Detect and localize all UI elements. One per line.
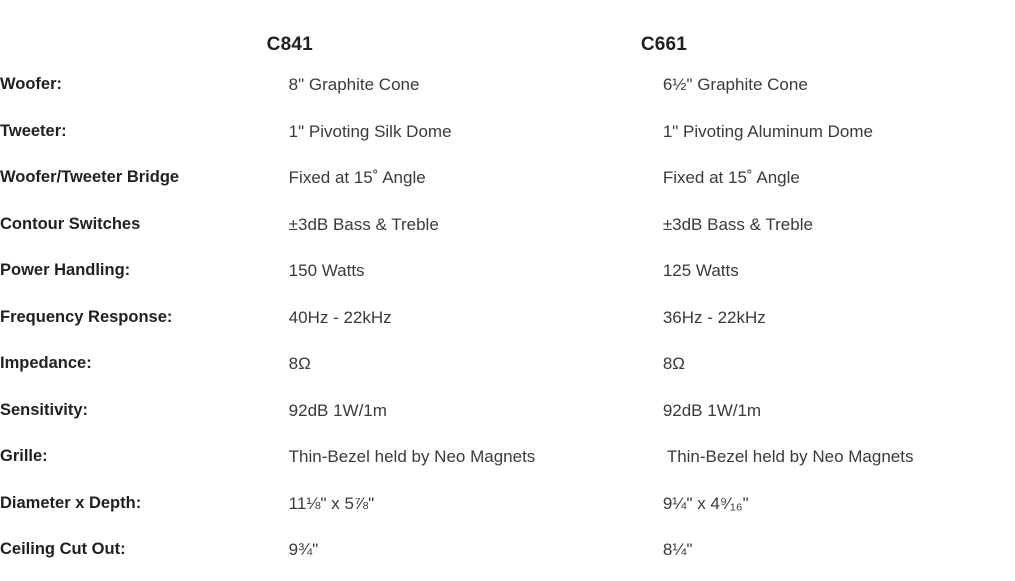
table-row — [0, 481, 1015, 528]
spec-value-c841: Thin-Bezel held by Neo Magnets — [288, 447, 536, 467]
spec-label: Ceiling Cut Out: — [0, 540, 126, 559]
header-model-c841: C841 — [266, 34, 313, 55]
table-header-row — [0, 0, 1015, 62]
header-spec-label — [0, 0, 267, 62]
spec-value-c841: 40Hz - 22kHz — [288, 307, 392, 327]
spec-label: Woofer: — [0, 75, 63, 94]
spec-label: Woofer/Tweeter Bridge — [0, 168, 180, 187]
table-row — [0, 202, 1015, 249]
spec-value-c841: Fixed at 15˚ Angle — [288, 168, 426, 188]
table-row — [0, 155, 1015, 202]
table-row — [0, 62, 1015, 109]
spec-value-c841: 8Ω — [288, 354, 311, 374]
spec-value-c841: 1" Pivoting Silk Dome — [288, 121, 452, 141]
spec-label: Frequency Response: — [0, 307, 173, 326]
table-row — [0, 434, 1015, 481]
spec-value-c841: ±3dB Bass & Treble — [288, 214, 439, 234]
spec-label: Contour Switches — [0, 214, 141, 233]
spec-label: Diameter x Depth: — [0, 493, 142, 512]
spec-value-c661: 125 Watts — [662, 261, 739, 281]
spec-value-c841: 92dB 1W/1m — [288, 400, 387, 420]
spec-value-c841: 9¾" — [288, 540, 319, 560]
table-row — [0, 295, 1015, 342]
spec-value-c841: 150 Watts — [288, 261, 365, 281]
header-model-c661: C661 — [640, 34, 688, 55]
spec-value-c661: Fixed at 15˚ Angle — [662, 168, 800, 188]
table-row — [0, 248, 1015, 295]
spec-value-c661: 36Hz - 22kHz — [662, 307, 766, 327]
spec-value-c661: 9¼" x 4⁹⁄₁₆" — [662, 493, 749, 513]
spec-value-c841: 11⅛" x 5⅞" — [288, 493, 375, 513]
table-row — [0, 341, 1015, 388]
spec-value-c661: ±3dB Bass & Treble — [662, 214, 813, 234]
spec-label: Sensitivity: — [0, 400, 89, 419]
spec-label: Impedance: — [0, 354, 92, 373]
spec-value-c661: 92dB 1W/1m — [662, 400, 762, 420]
spec-value-c841: 8" Graphite Cone — [288, 75, 420, 95]
spec-value-c661: Thin-Bezel held by Neo Magnets — [666, 447, 914, 467]
table-row — [0, 388, 1015, 435]
spec-label: Power Handling: — [0, 261, 131, 280]
spec-value-c661: 8Ω — [662, 354, 685, 374]
spec-label: Grille: — [0, 447, 48, 466]
spec-value-c661: 1" Pivoting Aluminum Dome — [662, 121, 873, 141]
spec-value-c661: 8¼" — [662, 540, 693, 560]
spec-label: Tweeter: — [0, 121, 67, 140]
spec-value-c661: 6½" Graphite Cone — [662, 75, 808, 95]
table-row — [0, 109, 1015, 156]
table-row — [0, 527, 1015, 574]
